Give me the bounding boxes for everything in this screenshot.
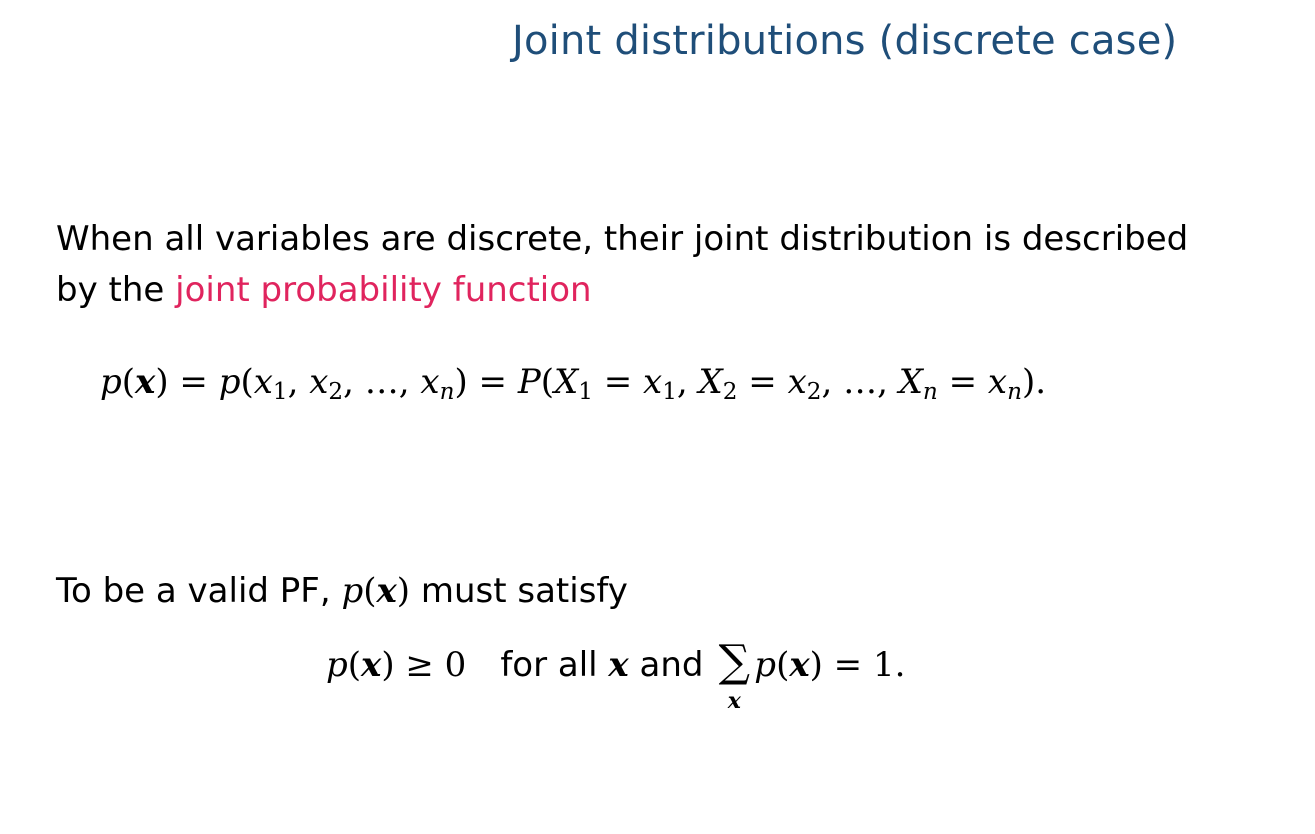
eq1-comma-4: , [676, 362, 699, 402]
summation-block [714, 636, 754, 714]
eq1-xn: x [420, 362, 440, 402]
eq1-equals-2: = [467, 362, 518, 402]
eq1-equals-4: = [737, 362, 788, 402]
eq2-for-all: for all [500, 645, 609, 685]
eq1-sub-X2: 2 [722, 378, 738, 405]
eq1-sub-1: 1 [272, 378, 288, 405]
eq1-sub-Xn: n [922, 378, 938, 405]
eq1-dots-2: … [843, 362, 878, 402]
eq2-equals-one: = 1. [822, 645, 906, 685]
eq1-period: . [1035, 362, 1047, 402]
eq1-xn-b: x [987, 362, 1008, 402]
eq1-X1: X [553, 362, 579, 402]
joint-probability-function-term: joint probability function [175, 270, 592, 310]
eq1-X2: X [698, 362, 723, 402]
eq1-rparen-2: ) [454, 362, 468, 402]
intro-line-1: When all variables are discrete, their joint distribution is described [56, 219, 1189, 259]
validity-lparen: ( [363, 571, 377, 611]
eq1-comma-3: , [398, 362, 421, 402]
eq1-p-2: p [218, 362, 241, 402]
eq1-x2-b: x [787, 362, 807, 402]
eq2-lparen-2: ( [776, 645, 790, 685]
summation-index: x [727, 688, 741, 714]
eq2-lparen: ( [347, 645, 362, 685]
intro-paragraph [56, 214, 1188, 316]
eq1-comma-1: , [287, 362, 310, 402]
eq2-x-bold-3: x [789, 645, 810, 685]
eq1-sub-x1-b: 1 [662, 378, 677, 405]
eq2-and: and [628, 645, 715, 685]
summation-sign: ∑ [718, 636, 750, 687]
eq1-P: P [517, 362, 541, 402]
validity-p: p [341, 571, 364, 611]
eq1-sub-xn-b: n [1007, 378, 1022, 405]
eq1-p: p [100, 362, 122, 402]
intro-line-2 [56, 265, 1188, 316]
eq1-dots-1: … [364, 362, 399, 402]
eq1-Xn: X [898, 362, 923, 402]
eq1-equals-5: = [937, 362, 988, 402]
eq1-x2: x [309, 362, 329, 402]
validity-rparen: ) [396, 571, 411, 611]
eq1-rparen-3: ) [1022, 362, 1036, 402]
eq1-x-bold: x [135, 362, 156, 402]
eq1-lparen-2: ( [240, 362, 254, 402]
validity-prefix: To be a valid PF, [56, 571, 342, 611]
eq1-lparen: ( [121, 362, 136, 402]
eq2-x-bold-2: x [608, 645, 629, 685]
eq2-p-2: p [754, 645, 777, 685]
eq2-rparen: ) [381, 645, 395, 685]
eq2-rparen-2: ) [809, 645, 823, 685]
eq1-sub-n: n [439, 378, 455, 405]
eq2-geq-zero: ≥ 0 [394, 645, 467, 685]
eq2-p: p [326, 645, 348, 685]
eq1-x1-b: x [643, 362, 663, 402]
slide-title: Joint distributions (discrete case) [512, 18, 1178, 64]
eq1-sub-x2-b: 2 [806, 378, 822, 405]
eq1-comma-6: , [877, 362, 899, 402]
eq1-rparen: ) [155, 362, 169, 402]
validity-x-bold: x [376, 571, 397, 611]
eq1-x1: x [253, 362, 273, 402]
validity-conditions-equation [326, 636, 906, 714]
intro-line-2-prefix: by the [56, 270, 176, 310]
eq1-equals-1: = [168, 362, 219, 402]
joint-pf-equation [100, 362, 1047, 405]
eq1-lparen-3: ( [540, 362, 554, 402]
eq1-equals-3: = [592, 362, 644, 402]
validity-paragraph [56, 566, 628, 617]
eq1-sub-X1: 1 [578, 378, 593, 405]
eq1-comma-2: , [343, 362, 365, 402]
eq1-comma-5: , [821, 362, 844, 402]
eq1-sub-2: 2 [328, 378, 344, 405]
eq2-x-bold: x [361, 645, 382, 685]
validity-suffix: must satisfy [410, 571, 628, 611]
